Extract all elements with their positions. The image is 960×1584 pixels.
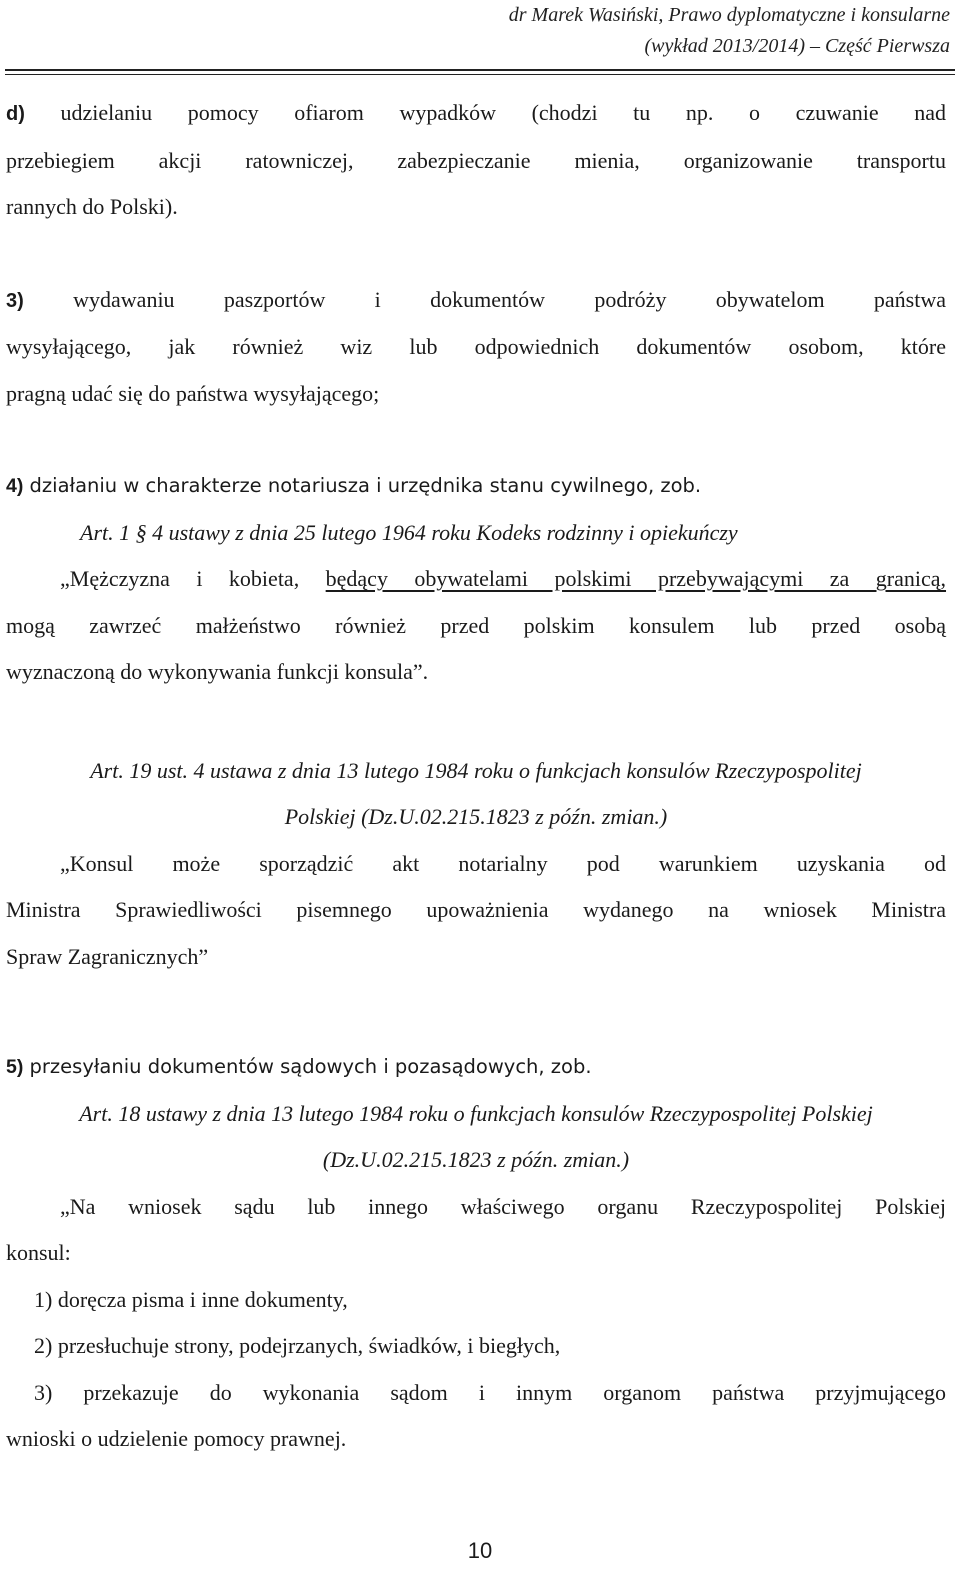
document-body: [6, 90, 946, 1463]
spacer: [6, 417, 946, 463]
art19-quote-text: „Konsul może sporządzić akt notarialny pod warunkiem uzyskania od: [60, 850, 946, 876]
art19-quote-line-1: [6, 841, 946, 888]
item-5-quote-line-2: konsul:: [6, 1240, 71, 1265]
page-header: [50, 0, 950, 62]
list-item: 2) przesłuchuje strony, podejrzanych, świadków, i biegłych,: [34, 1333, 561, 1358]
item-4-line-1: [6, 463, 946, 510]
item-4-quote-underlined: będący obywatelami polskimi przebywającymi za granicą,: [325, 566, 947, 591]
list-item: 1) doręcza pisma i inne dokumenty,: [34, 1286, 348, 1312]
header-line-2: (wykład 2013/2014) – Część Pierwsza: [644, 35, 950, 57]
item-5-citation-line-1: Art. 18 ustawy z dnia 13 lutego 1984 roku o funkcjach konsulów Rzeczypospolitej Polskiej: [79, 1100, 873, 1126]
item-4-quote-open: „Mężczyzna i kobieta,: [60, 566, 326, 591]
item-4-quote-line-2: mogą zawrzeć małżeństwo również przed polskim konsulem lub przed osobą: [6, 612, 946, 638]
spacer: [6, 231, 946, 277]
item-4-text: działaniu w charakterze notariusza i urzędnika stanu cywilnego, zob.: [23, 474, 702, 497]
item-3-label: 3): [6, 289, 24, 312]
item-5-citation-line-2: (Dz.U.02.215.1823 z późn. zmian.): [322, 1147, 630, 1172]
item-5-line-1: [6, 1044, 946, 1091]
item-d-label: d): [6, 103, 25, 125]
item-3-line-1: [6, 277, 946, 325]
item-5-quote-line-1: [6, 1184, 946, 1231]
item-d-text: udzielaniu pomocy ofiarom wypadków (chodzi tu np. o czuwanie nad: [24, 100, 946, 125]
art19-citation-line-1: Art. 19 ust. 4 ustawa z dnia 13 lutego 1984 roku o funkcjach konsulów Rzeczypospolitej: [90, 757, 862, 783]
item-4-label: 4): [6, 475, 24, 497]
item-4-quote-line-1: [6, 556, 946, 603]
item-5-quote-text: „Na wniosek sądu lub innego właściwego organu Rzeczypospolitej Polskiej: [60, 1193, 946, 1219]
art19-citation-line-2: Polskiej (Dz.U.02.215.1823 z późn. zmian.): [284, 804, 668, 829]
art19-quote-line-2: Ministra Sprawiedliwości pisemnego upoważnienia wydanego na wniosek Ministra: [6, 897, 946, 922]
item-3-text: wydawaniu paszportów i dokumentów podróży obywatelom państwa: [23, 286, 946, 312]
item-5-label: 5): [6, 1056, 24, 1078]
list-item-3-line-2: wnioski o udzielenie pomocy prawnej.: [6, 1426, 347, 1451]
item-4-quote-line-3: wyznaczoną do wykonywania funkcji konsula”.: [6, 659, 429, 684]
paragraph-d-line-1: [6, 90, 946, 138]
item-4-citation: Art. 1 § 4 ustawy z dnia 25 lutego 1964 roku Kodeks rodzinny i opiekuńczy: [80, 519, 738, 545]
header-line-1: dr Marek Wasiński, Prawo dyplomatyczne i konsularne: [508, 4, 950, 26]
page-number: 10: [467, 1538, 493, 1563]
art19-quote-line-3: Spraw Zagranicznych”: [6, 943, 209, 969]
spacer: [6, 980, 946, 1044]
paragraph-d-line-2: przebiegiem akcji ratowniczej, zabezpieczanie mienia, organizowanie transportu: [6, 147, 946, 173]
item-5-text: przesyłaniu dokumentów sądowych i pozasądowych, zob.: [23, 1055, 592, 1078]
header-rule: [5, 69, 955, 75]
item-3-line-3: pragną udać się do państwa wysyłającego;: [6, 380, 380, 406]
item-3-line-2: wysyłającego, jak również wiz lub odpowiednich dokumentów osobom, które: [6, 334, 946, 359]
list-item-3-line-1: 3) przekazuje do wykonania sądom i innym organom państwa przyjmującego: [34, 1379, 946, 1405]
paragraph-d-line-3: rannych do Polski).: [6, 194, 178, 219]
spacer: [6, 696, 946, 748]
